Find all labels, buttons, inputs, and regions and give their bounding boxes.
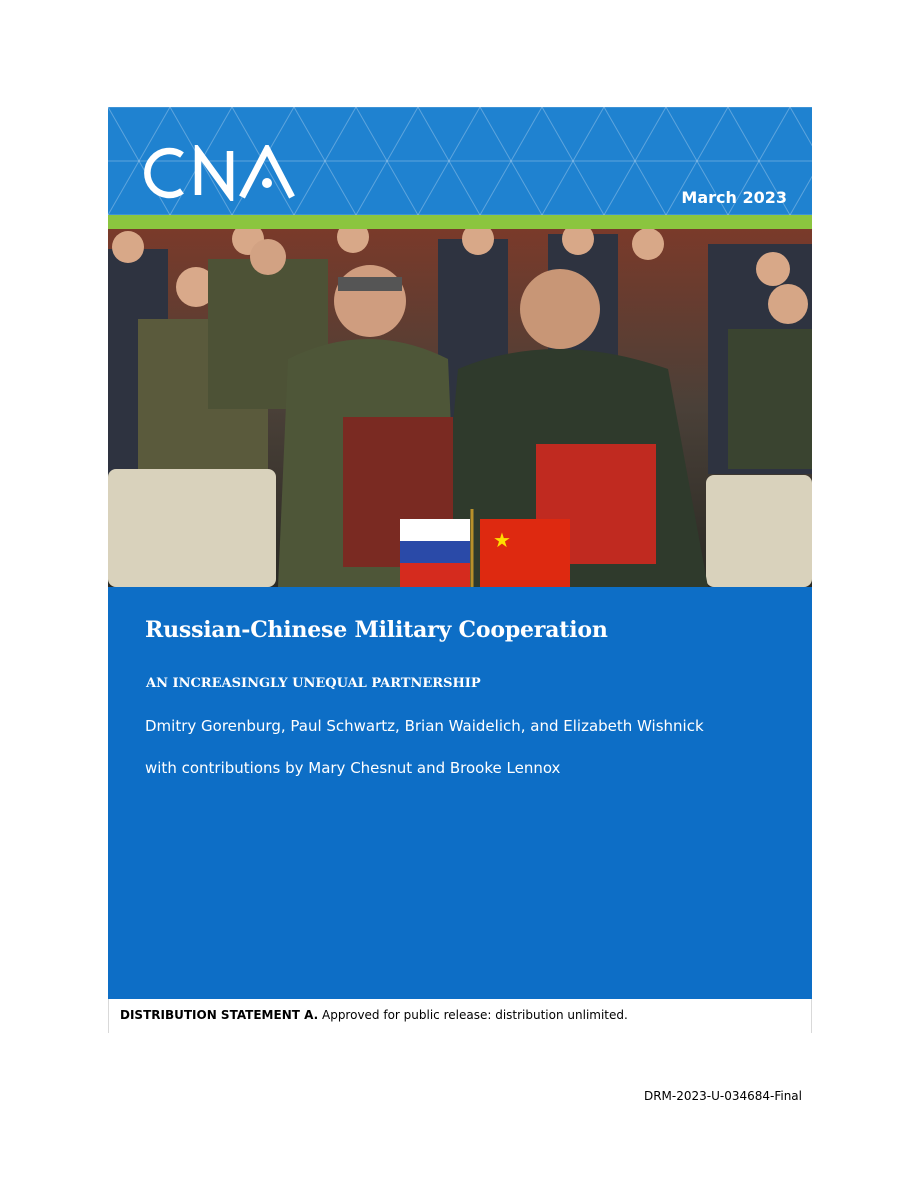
report-contributors: with contributions by Mary Chesnut and Brooke Lennox bbox=[145, 759, 561, 777]
cna-logo bbox=[142, 145, 302, 201]
report-subtitle: AN INCREASINGLY UNEQUAL PARTNERSHIP bbox=[146, 676, 481, 691]
cover-header bbox=[108, 107, 812, 215]
distribution-label: DISTRIBUTION STATEMENT A. bbox=[120, 1008, 319, 1022]
cover-photo bbox=[108, 229, 812, 587]
document-number: DRM-2023-U-034684-Final bbox=[643, 1089, 802, 1103]
svg-text:★: ★ bbox=[493, 528, 511, 552]
title-panel bbox=[108, 587, 812, 999]
distribution-statement bbox=[108, 999, 812, 1033]
report-cover bbox=[108, 107, 812, 1033]
signing-ceremony-photo-icon bbox=[108, 229, 812, 587]
accent-stripe bbox=[108, 215, 812, 229]
report-title: Russian-Chinese Military Cooperation bbox=[145, 617, 608, 643]
distribution-body: Approved for public release: distribution unlimited. bbox=[318, 1008, 628, 1022]
report-date: March 2023 bbox=[681, 188, 787, 207]
report-authors: Dmitry Gorenburg, Paul Schwartz, Brian Waidelich, and Elizabeth Wishnick bbox=[145, 717, 704, 735]
distribution-text bbox=[120, 1008, 628, 1022]
